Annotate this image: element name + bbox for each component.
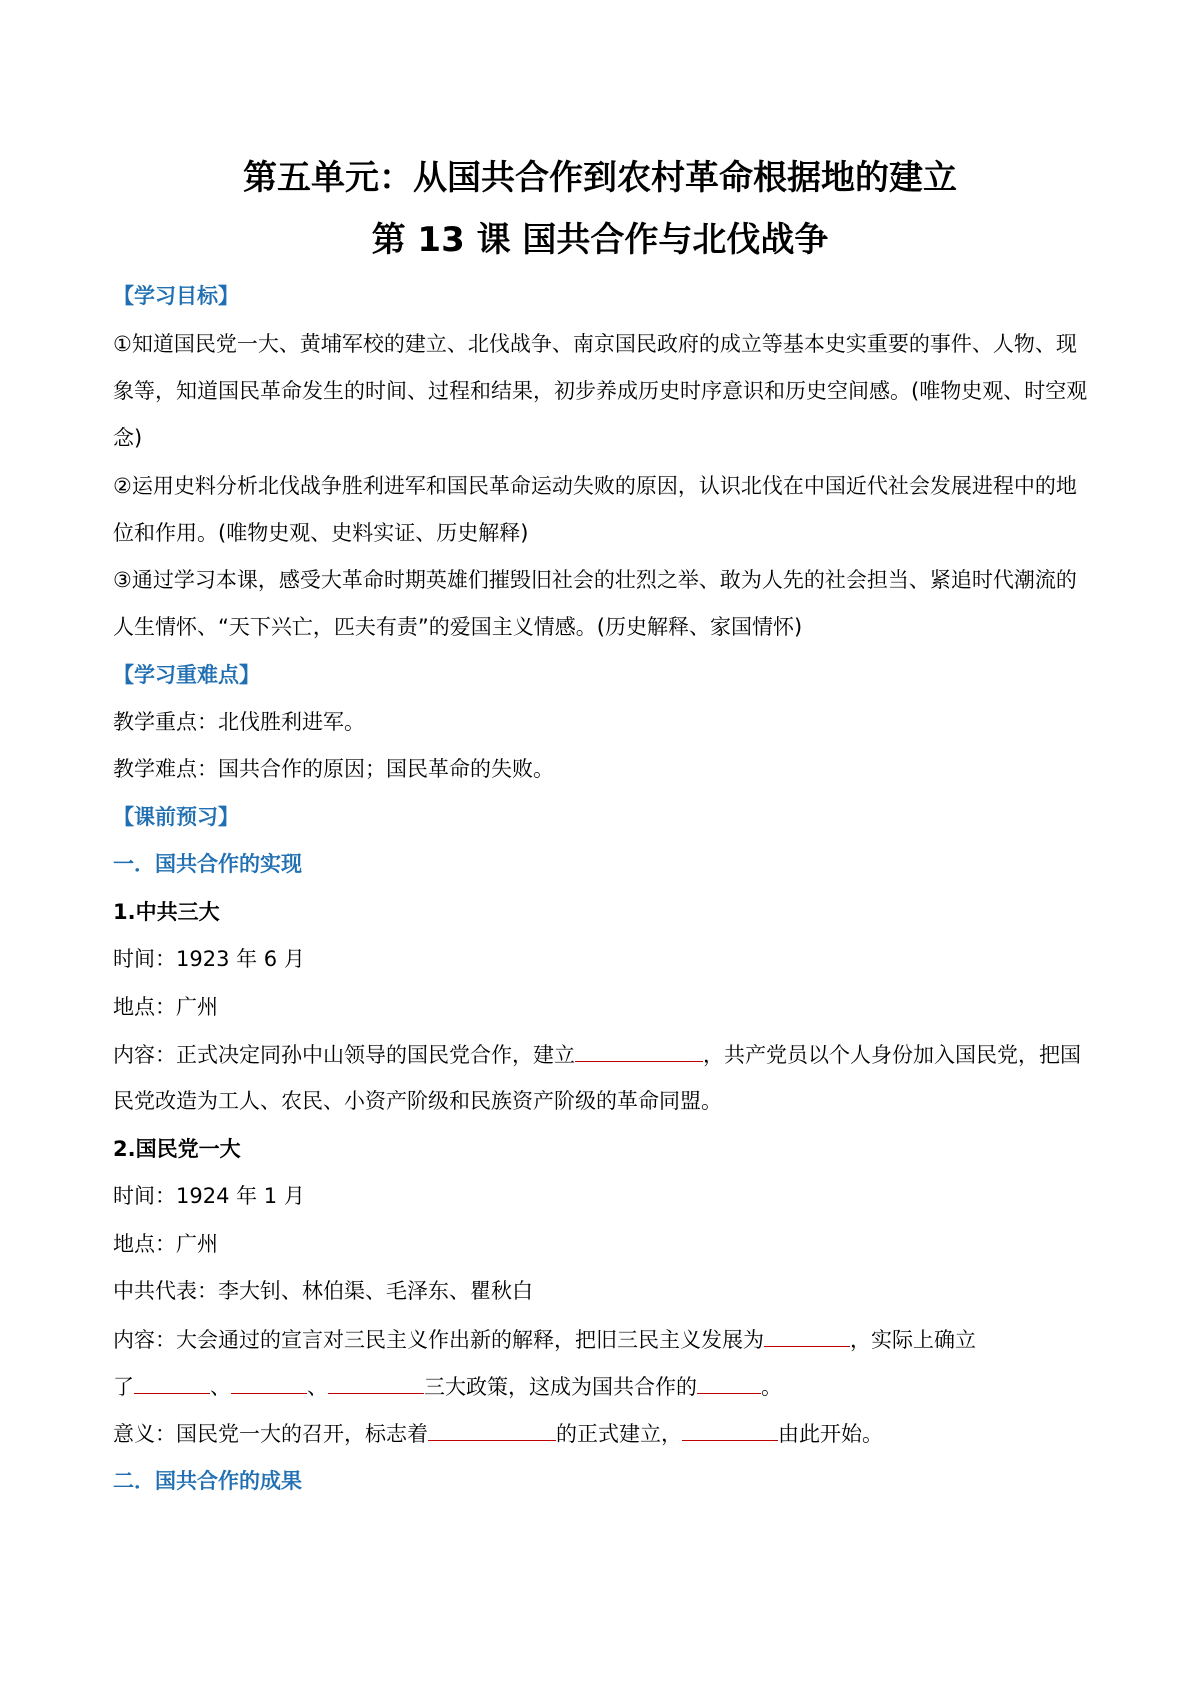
kmt1-line2-sep-1: 、 xyxy=(210,1375,231,1399)
fill-blank[interactable] xyxy=(134,1372,210,1394)
kmt1-sig-text-c: 由此开始。 xyxy=(778,1422,883,1446)
objective-1-line-2: 象等，知道国民革命发生的时间、过程和结果，初步养成历史时序意识和历史空间感。(唯物史观、时空观 xyxy=(113,379,1088,403)
teaching-focus: 教学重点：北伐胜利进军。 xyxy=(113,710,365,734)
kmt1-line2-sep-2: 、 xyxy=(307,1375,328,1399)
unit-title: 第五单元：从国共合作到农村革命根据地的建立 xyxy=(243,158,957,198)
kmt1-significance xyxy=(113,1419,1103,1448)
kmt1-line2-text-a: 了 xyxy=(113,1375,134,1399)
cpc3-content-line-1 xyxy=(113,1040,1103,1069)
teaching-difficulty: 教学难点：国共合作的原因；国民革命的失败。 xyxy=(113,757,554,781)
objective-1-line-3: 念) xyxy=(113,426,143,450)
kmt1-sig-text-a: 意义：国民党一大的召开，标志着 xyxy=(113,1422,428,1446)
cpc-third-congress-title: 1.中共三大 xyxy=(113,900,220,924)
cpc3-content-text-a: 内容：正式决定同孙中山领导的国民党合作，建立 xyxy=(113,1043,575,1067)
fill-blank[interactable] xyxy=(428,1419,556,1441)
kmt1-time: 时间：1924 年 1 月 xyxy=(113,1184,305,1208)
kmt1-sig-text-b: 的正式建立， xyxy=(556,1422,682,1446)
fill-blank[interactable] xyxy=(575,1040,703,1062)
kmt1-line2-text-b: 三大政策，这成为国共合作的 xyxy=(424,1375,697,1399)
cpc3-place: 地点：广州 xyxy=(113,995,218,1019)
fill-blank[interactable] xyxy=(328,1372,424,1394)
kmt1-representatives: 中共代表：李大钊、林伯渠、毛泽东、瞿秋白 xyxy=(113,1279,533,1303)
kmt1-content-text-b: ，实际上确立 xyxy=(850,1328,976,1352)
fill-blank[interactable] xyxy=(231,1372,307,1394)
fill-blank[interactable] xyxy=(697,1372,761,1394)
cpc3-content-line-2: 民党改造为工人、农民、小资产阶级和民族资产阶级的革命同盟。 xyxy=(113,1089,722,1113)
kmt1-content-text-a: 内容：大会通过的宣言对三民主义作出新的解释，把旧三民主义发展为 xyxy=(113,1328,764,1352)
section-1-heading: 一．国共合作的实现 xyxy=(113,852,302,876)
kmt1-line2-text-c: 。 xyxy=(761,1375,782,1399)
key-points-heading: 【学习重难点】 xyxy=(113,663,260,687)
cpc3-content-text-b: ，共产党员以个人身份加入国民党，把国 xyxy=(703,1043,1081,1067)
lesson-title: 第 13 课 国共合作与北伐战争 xyxy=(371,220,829,260)
kmt1-place: 地点：广州 xyxy=(113,1232,218,1256)
fill-blank[interactable] xyxy=(764,1325,850,1347)
kmt1-content-line-1 xyxy=(113,1325,1103,1354)
preview-heading: 【课前预习】 xyxy=(113,805,239,829)
kmt1-content-line-2 xyxy=(113,1372,1103,1401)
objective-3-line-2: 人生情怀、“天下兴亡，匹夫有责”的爱国主义情感。(历史解释、家国情怀) xyxy=(113,615,803,639)
section-2-heading: 二．国共合作的成果 xyxy=(113,1469,302,1493)
objective-1-line-1: ①知道国民党一大、黄埔军校的建立、北伐战争、南京国民政府的成立等基本史实重要的事件、人物、现 xyxy=(113,332,1077,356)
objectives-heading: 【学习目标】 xyxy=(113,284,239,308)
cpc3-time: 时间：1923 年 6 月 xyxy=(113,947,305,971)
kmt-first-congress-title: 2.国民党一大 xyxy=(113,1137,241,1161)
fill-blank[interactable] xyxy=(682,1419,778,1441)
objective-2-line-2: 位和作用。(唯物史观、史料实证、历史解释) xyxy=(113,521,529,545)
objective-2-line-1: ②运用史料分析北伐战争胜利进军和国民革命运动失败的原因，认识北伐在中国近代社会发展进程中的地 xyxy=(113,474,1077,498)
objective-3-line-1: ③通过学习本课，感受大革命时期英雄们摧毁旧社会的壮烈之举、敢为人先的社会担当、紧追时代潮流的 xyxy=(113,568,1077,592)
